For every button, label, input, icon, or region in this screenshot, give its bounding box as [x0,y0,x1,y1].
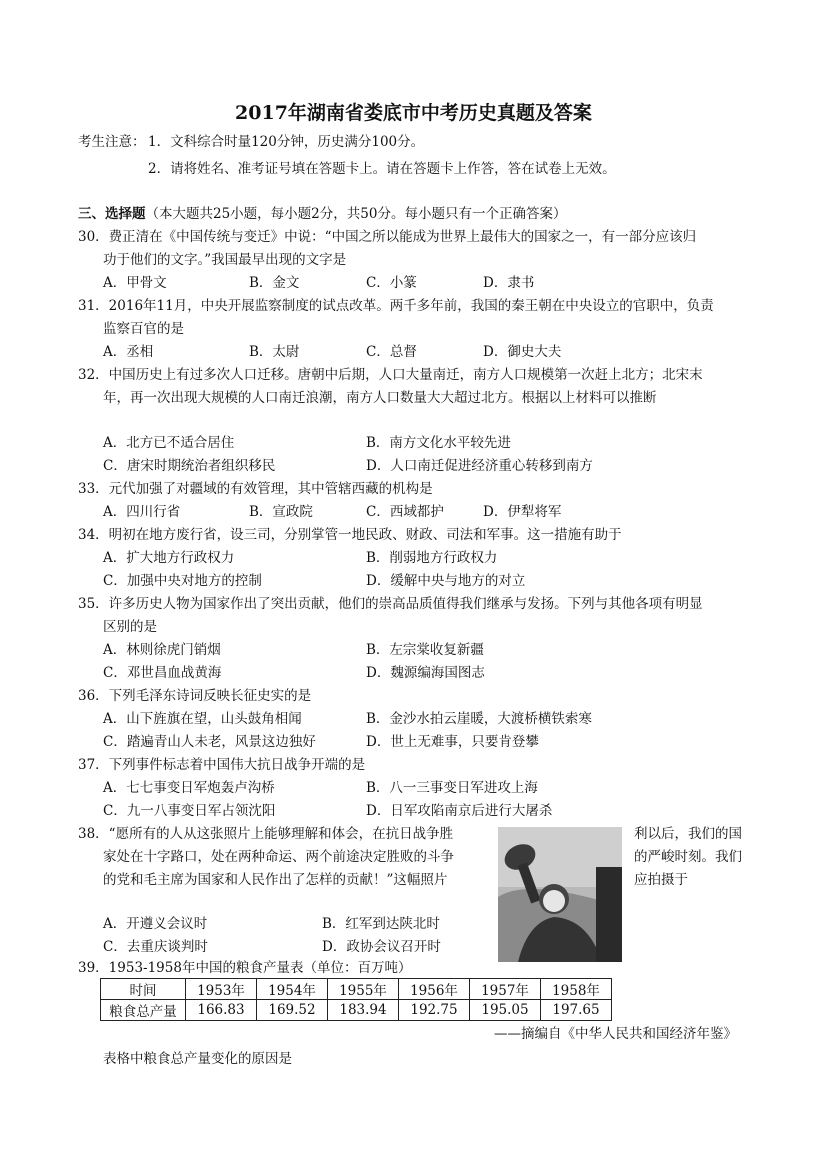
q30-option-b: B．金文 [249,275,300,291]
section-description: （本大题共25小题，每小题2分，共50分。每小题只有一个正确答案） [145,206,567,222]
table-year-cell: 1955年 [328,979,399,1000]
q38-stem-line2-left: 家处在十字路口，处在两种命运、两个前途决定胜败的斗争 [103,849,454,865]
table-value-cell: 197.65 [541,1000,612,1021]
table-row [101,1000,612,1021]
q31-option-b: B．太尉 [249,344,300,360]
historical-photo [498,827,622,962]
q31-option-a: A．丞相 [103,344,154,360]
q32-option-c: C．唐宋时期统治者组织移民 [103,458,276,474]
q35-option-d: D．魏源编海国图志 [366,665,485,681]
q36-option-b: B．金沙水拍云崖暖，大渡桥横铁索寒 [366,711,592,727]
section-heading: 三、选择题 [78,206,146,222]
table-header-label: 时间 [101,979,186,1000]
q35-stem-line2: 区别的是 [103,619,157,635]
table-value-cell: 195.05 [470,1000,541,1021]
q33-option-b: B．宣政院 [249,504,313,520]
q34-option-d: D．缓解中央与地方的对立 [366,573,526,589]
q33-option-a: A．四川行省 [103,504,181,520]
q39-stem: 39．1953-1958年中国的粮食产量表（单位：百万吨） [78,960,412,976]
table-year-cell: 1956年 [399,979,470,1000]
q38-option-b: B．红军到达陕北时 [322,916,440,932]
photo-figure-graphic [498,827,622,962]
q37-option-a: A．七七事变日军炮轰卢沟桥 [103,780,275,796]
q38-stem-line3-left: 的党和毛主席为国家和人民作出了怎样的贡献！”这幅照片 [103,872,448,888]
q32-option-a: A．北方已不适合居住 [103,435,235,451]
q35-option-c: C．邓世昌血战黄海 [103,665,222,681]
table-header-row [101,979,612,1000]
q37-stem: 37．下列事件标志着中国伟大抗日战争开端的是 [78,757,366,773]
q38-stem-line2-right: 的严峻时刻。我们 [634,849,742,865]
q38-stem-line3-right: 应拍摄于 [634,872,688,888]
q31-stem-line2: 监察百官的是 [103,321,184,337]
q32-option-d: D．人口南迁促进经济重心转移到南方 [366,458,593,474]
q34-option-a: A．扩大地方行政权力 [103,550,235,566]
q31-option-c: C．总督 [366,344,417,360]
q34-option-c: C．加强中央对地方的控制 [103,573,262,589]
notice-label: 考生注意： [78,134,146,150]
q32-stem-line2: 年，再一次出现大规模的人口南迁浪潮，南方人口数量大大超过北方。根据以上材料可以推断 [103,390,657,406]
page-title: 2017年湖南省娄底市中考历史真题及答案 [235,102,592,124]
q35-option-a: A．林则徐虎门销烟 [103,642,221,658]
table-row-label: 粮食总产量 [101,1000,186,1021]
section-header [78,205,566,223]
q30-option-a: A．甲骨文 [103,275,167,291]
q32-option-b: B．南方文化水平较先进 [366,435,511,451]
table-year-cell: 1954年 [257,979,328,1000]
q38-option-d: D．政协会议召开时 [322,939,441,955]
grain-output-table [100,978,612,1021]
q35-option-b: B．左宗棠收复新疆 [366,642,484,658]
q34-option-b: B．削弱地方行政权力 [366,550,498,566]
q36-option-c: C．踏遍青山人未老，风景这边独好 [103,734,316,750]
q30-option-c: C．小篆 [366,275,417,291]
table-value-cell: 192.75 [399,1000,470,1021]
table-year-cell: 1957年 [470,979,541,1000]
q35-stem-line1: 35．许多历史人物为国家作出了突出贡献，他们的崇高品质值得我们继承与发扬。下列与其他各项有明显 [78,596,703,612]
q36-option-d: D．世上无难事，只要肯登攀 [366,734,539,750]
q38-stem-line1-right: 利以后，我们的国 [634,826,742,842]
table-year-cell: 1953年 [186,979,257,1000]
q30-stem-line1: 30．费正清在《中国传统与变迁》中说：“中国之所以能成为世界上最伟大的国家之一，有一部分应该归 [78,229,697,245]
q33-option-d: D．伊犁将军 [483,504,562,520]
q31-stem-line1: 31．2016年11月，中央开展监察制度的试点改革。两千多年前，我国的秦王朝在中央设立的官职中，负责 [78,298,714,314]
q39-question: 表格中粮食总产量变化的原因是 [103,1051,292,1067]
q33-option-c: C．西域都护 [366,504,444,520]
q36-stem: 36．下列毛泽东诗词反映长征史实的是 [78,688,312,704]
q38-option-a: A．开遵义会议时 [103,916,208,932]
table-value-cell: 183.94 [328,1000,399,1021]
notice-item-2: 2．请将姓名、准考证号填在答题卡上。请在答题卡上作答，答在试卷上无效。 [148,161,616,177]
q36-option-a: A．山下旌旗在望，山头鼓角相闻 [103,711,302,727]
q38-stem-line1-left: 38．“愿所有的人从这张照片上能够理解和体会，在抗日战争胜 [78,826,454,842]
q37-option-b: B．八一三事变日军进攻上海 [366,780,538,796]
q38-option-c: C．去重庆谈判时 [103,939,208,955]
table-source: ——摘编自《中华人民共和国经济年鉴》 [494,1026,737,1042]
q37-option-d: D．日军攻陷南京后进行大屠杀 [366,803,553,819]
q34-stem: 34．明初在地方废行省，设三司，分别掌管一地民政、财政、司法和军事。这一措施有助于 [78,527,622,543]
q32-stem-line1: 32．中国历史上有过多次人口迁移。唐朝中后期，人口大量南迁，南方人口规模第一次赶上北方；北宋末 [78,367,703,383]
notice-item-1: 1．文科综合时量120分钟，历史满分100分。 [148,134,425,150]
table-year-cell: 1958年 [541,979,612,1000]
q33-stem: 33．元代加强了对疆域的有效管理，其中管辖西藏的机构是 [78,481,433,497]
q37-option-c: C．九一八事变日军占领沈阳 [103,803,276,819]
table-value-cell: 166.83 [186,1000,257,1021]
table-value-cell: 169.52 [257,1000,328,1021]
q30-option-d: D．隶书 [483,275,535,291]
q31-option-d: D．御史大夫 [483,344,562,360]
q30-stem-line2: 功于他们的文字。”我国最早出现的文字是 [103,252,347,268]
